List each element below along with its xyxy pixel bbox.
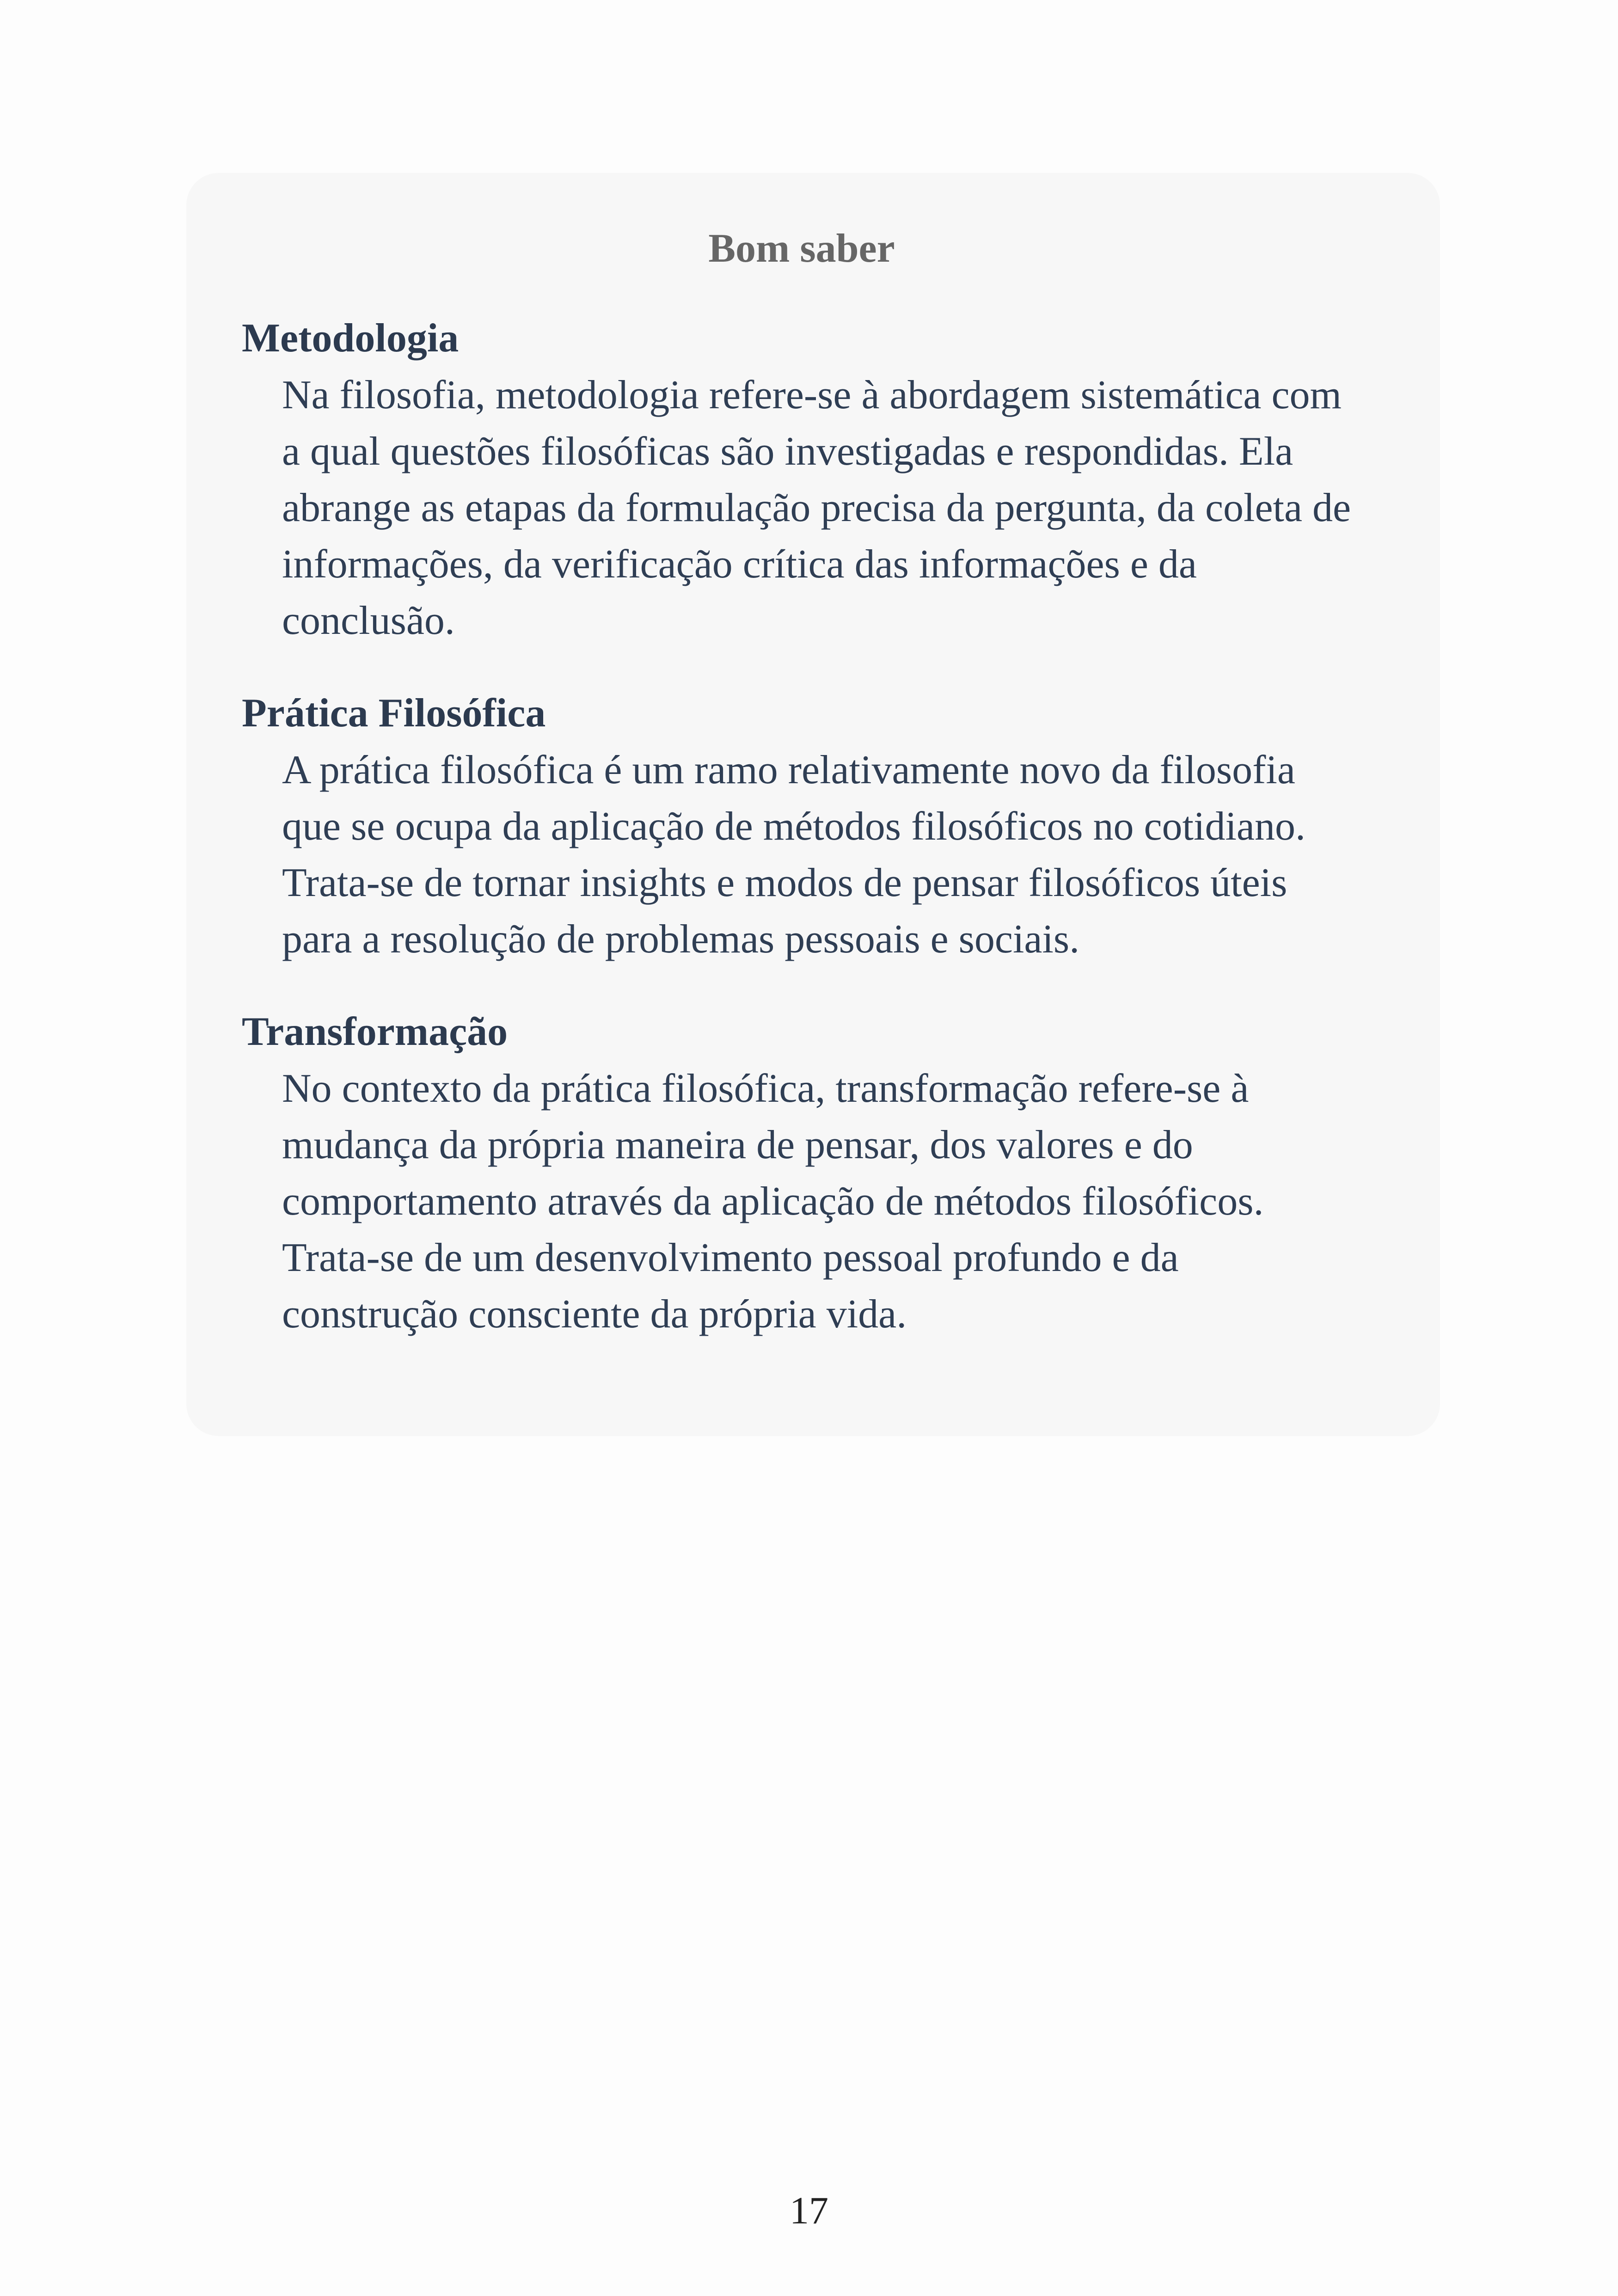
entry-definition: A prática filosófica é um ramo relativamente novo da filosofia que se ocupa da aplicação de métodos filosóficos no cotidiano. Trata-se de tornar insights e modos de pensar filosóficos úteis para a resolução de problemas pessoais e sociais.: [282, 748, 1305, 962]
glossary-entry-methodology: [242, 318, 1361, 649]
good-to-know-box: [186, 173, 1440, 1436]
entry-term: Metodologia: [242, 316, 459, 361]
entry-term: Transformação: [242, 1009, 508, 1054]
entry-definition: No contexto da prática filosófica, transformação refere-se à mudança da própria maneira de pensar, dos valores e do comportamento através da aplicação de métodos filosóficos. Trata-se de um desenvolvimento pessoal profundo e da construção consciente da própria vida.: [282, 1066, 1264, 1337]
glossary-entry-transformation: [242, 1009, 1361, 1343]
box-title: Bom saber: [708, 226, 895, 271]
entry-term: Prática Filosófica: [242, 691, 546, 736]
page-number: 17: [790, 2189, 828, 2232]
entry-definition: Na filosofia, metodologia refere-se à abordagem sistemática com a qual questões filosóficas são investigadas e respondidas. Ela abrange as etapas da formulação precisa da pergunta, da coleta de informações, da verificação crítica das informações e da conclusão.: [282, 373, 1351, 643]
glossary-entry-philosophical-practice: [242, 693, 1361, 968]
